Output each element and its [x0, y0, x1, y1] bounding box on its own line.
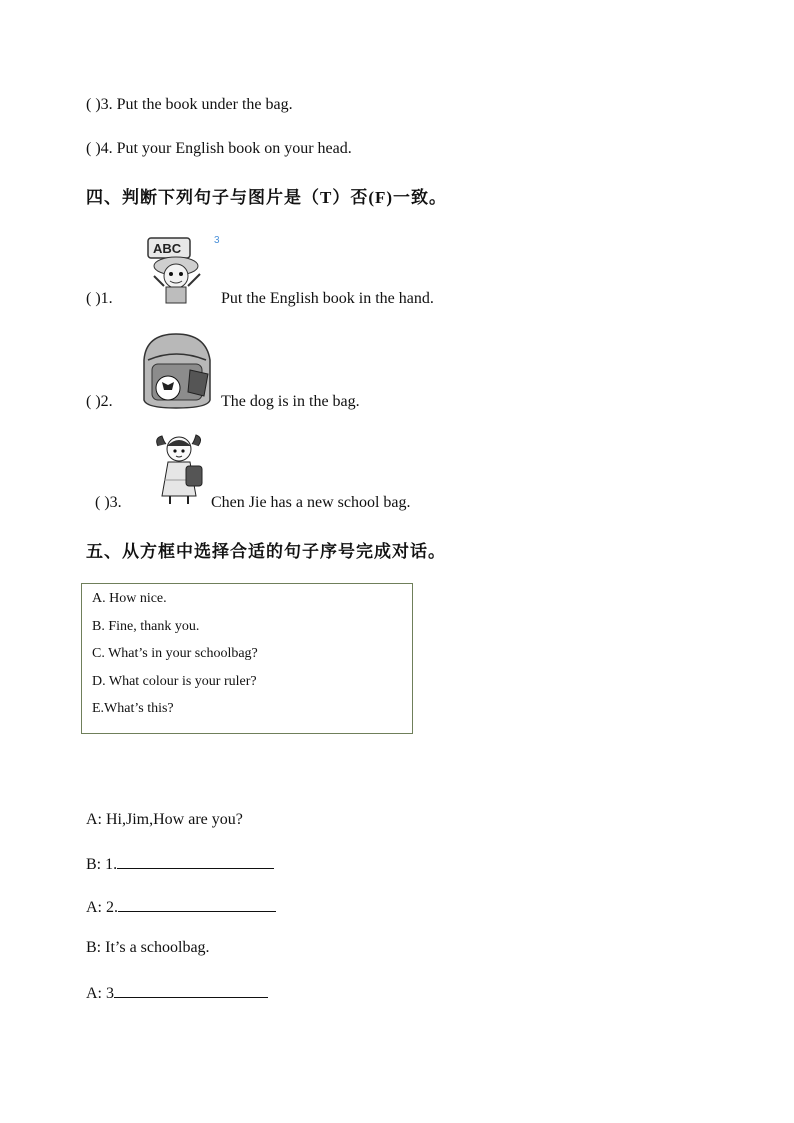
girl-with-schoolbag-picture [150, 432, 210, 506]
answer-blank-1[interactable] [117, 854, 274, 869]
choice-e: E.What’s this? [92, 701, 174, 716]
picture-item-1-label[interactable]: ( )1. [86, 290, 113, 307]
dialogue-line-2 [86, 854, 274, 874]
dialogue-line-3 [86, 897, 276, 917]
choice-a: A. How nice. [92, 591, 167, 606]
question-3 [86, 96, 293, 114]
answer-blank-3[interactable] [114, 983, 268, 998]
dialogue-line-1: A: Hi,Jim,How are you? [86, 811, 243, 828]
answer-paren[interactable]: ( ) [86, 140, 101, 157]
dialogue-text: A: 3 [86, 985, 114, 1002]
picture-item-2-text: The dog is in the bag. [221, 393, 360, 410]
choice-c: C. What’s in your schoolbag? [92, 646, 258, 661]
picture-item-3-text: Chen Jie has a new school bag. [211, 494, 411, 511]
dialogue-text: A: 2. [86, 899, 118, 916]
dialogue-text: B: 1. [86, 856, 118, 873]
answer-paren[interactable]: ( ) [86, 96, 101, 113]
dialogue-line-4: B: It’s a schoolbag. [86, 939, 210, 956]
section-4-heading: 四、判断下列句子与图片是（T）否(F)一致。 [86, 188, 448, 207]
choice-b: B. Fine, thank you. [92, 619, 200, 634]
question-text: 3. Put the book under the bag. [100, 96, 293, 113]
choice-box [81, 583, 413, 734]
dialogue-line-5 [86, 983, 268, 1003]
svg-text:3: 3 [214, 235, 220, 246]
schoolbag-picture [134, 330, 218, 410]
svg-text:ABC: ABC [153, 241, 182, 256]
picture-item-2-label[interactable]: ( )2. [86, 393, 113, 410]
question-text: 4. Put your English book on your head. [100, 140, 352, 157]
section-5-heading: 五、从方框中选择合适的句子序号完成对话。 [86, 542, 446, 561]
question-4 [86, 140, 352, 158]
picture-item-3-label[interactable]: ( )3. [95, 494, 122, 511]
choice-d: D. What colour is your ruler? [92, 674, 257, 689]
picture-item-1-text: Put the English book in the hand. [221, 290, 434, 307]
boy-with-book-picture [140, 230, 222, 308]
answer-blank-2[interactable] [118, 897, 276, 912]
